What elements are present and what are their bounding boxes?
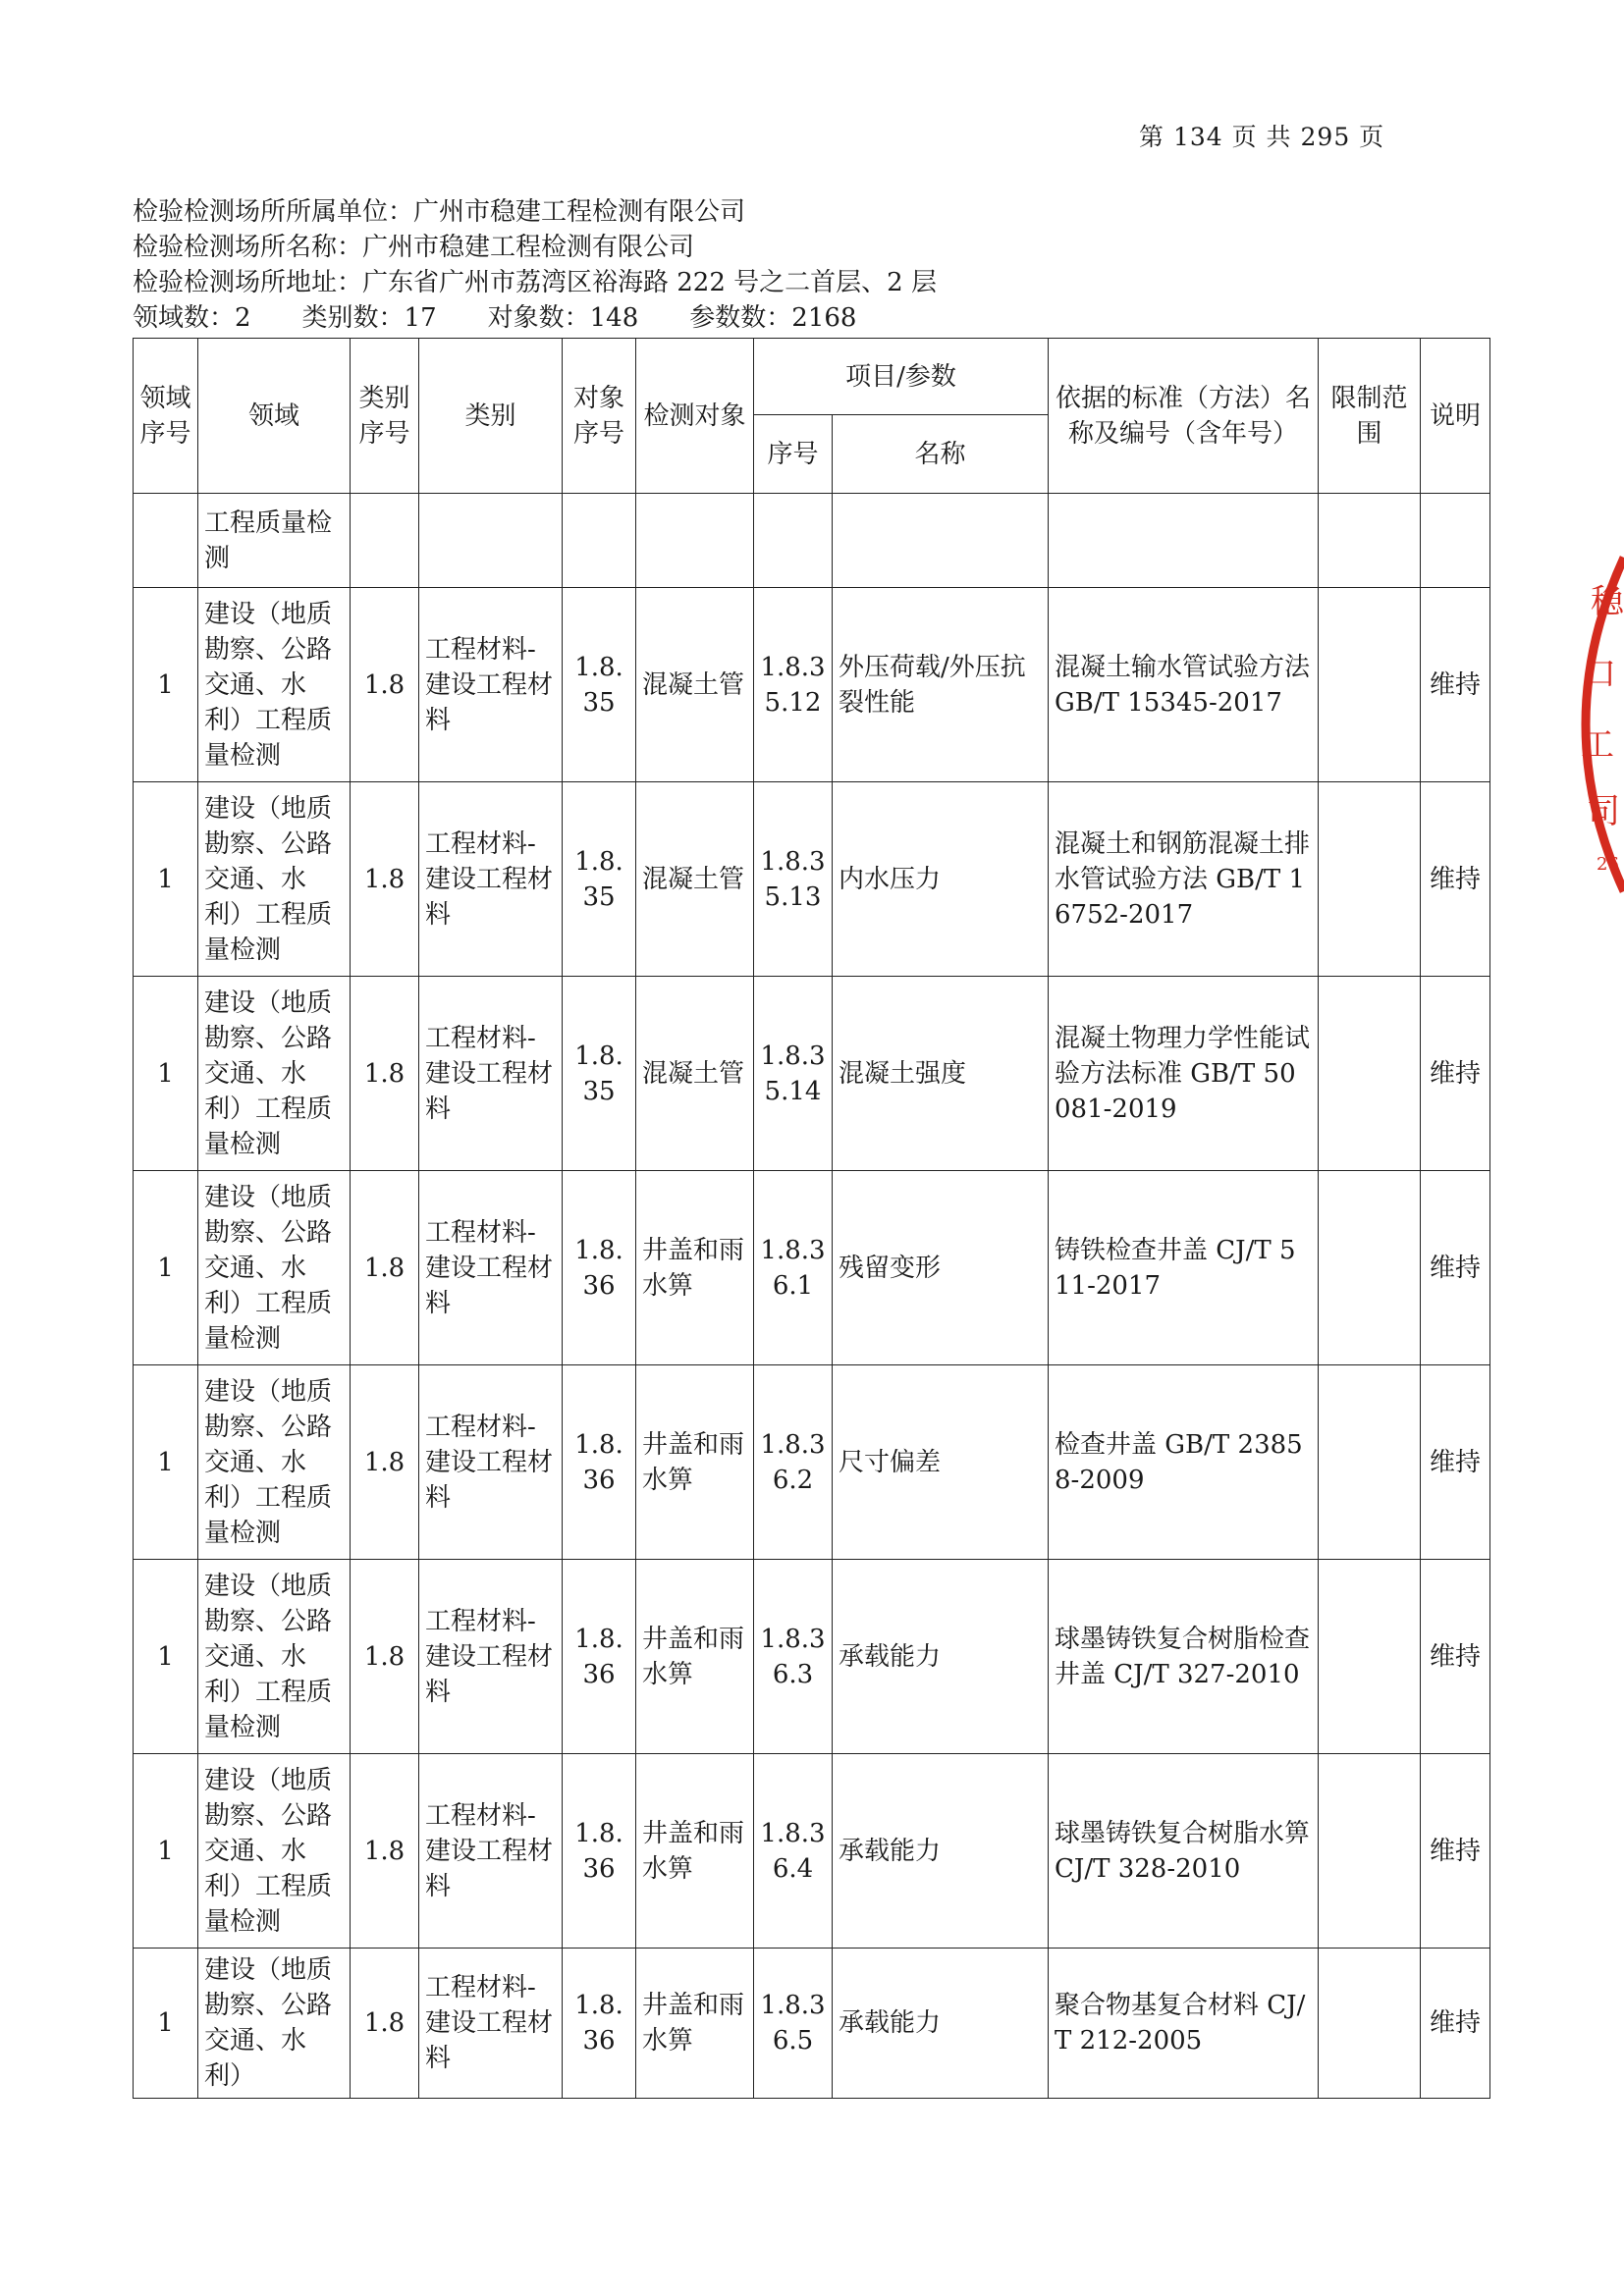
- cell-param-name: 承载能力: [833, 1754, 1049, 1949]
- table-row: [134, 494, 1490, 588]
- cell-param-name: 残留变形: [833, 1171, 1049, 1365]
- cell-object-no: 1.8.36: [563, 1754, 636, 1949]
- header-note: 说明: [1421, 339, 1490, 494]
- cell-param-name: 外压荷载/外压抗裂性能: [833, 588, 1049, 782]
- page-number: 第 134 页 共 295 页: [1139, 123, 1385, 151]
- header-object-no: 对象序号: [563, 339, 636, 494]
- cell-param-no: 1.8.36.3: [754, 1560, 833, 1754]
- cell-param-no: 1.8.35.13: [754, 782, 833, 977]
- cell-category: 工程材料-建设工程材料: [419, 1949, 563, 2099]
- cell-category-no: 1.8: [351, 1365, 419, 1560]
- cell-note: 维持: [1421, 1560, 1490, 1754]
- cell-domain-no: 1: [134, 1754, 198, 1949]
- cell-param-name: 尺寸偏差: [833, 1365, 1049, 1560]
- cell-limit: [1319, 1365, 1421, 1560]
- cell-standard: 混凝土物理力学性能试验方法标准 GB/T 50081-2019: [1049, 977, 1319, 1171]
- cell-object: 混凝土管: [636, 977, 754, 1171]
- domain-count: 领域数：2: [133, 303, 251, 333]
- cell-limit: [1319, 1171, 1421, 1365]
- cell-param-name: 承载能力: [833, 1560, 1049, 1754]
- cell-category: 工程材料-建设工程材料: [419, 1754, 563, 1949]
- cell-category-no: 1.8: [351, 588, 419, 782]
- header-standard: 依据的标准（方法）名称及编号（含年号）: [1049, 339, 1319, 494]
- cell-domain: 建设（地质勘察、公路交通、水利）: [198, 1949, 351, 2099]
- table-row: [134, 1949, 1490, 2099]
- cell-param-no: 1.8.35.14: [754, 977, 833, 1171]
- cell-category: 工程材料-建设工程材料: [419, 1365, 563, 1560]
- cell-limit: [1319, 1754, 1421, 1949]
- header-item-param: 项目/参数: [754, 339, 1049, 415]
- cell-object-no: 1.8.35: [563, 977, 636, 1171]
- affiliation-line: 检验检测场所所属单位：广州市稳建工程检测有限公司: [133, 197, 746, 227]
- cell-domain: 建设（地质勘察、公路交通、水利）工程质量检测: [198, 1560, 351, 1754]
- svg-text:口: 口: [1583, 655, 1616, 694]
- cell-limit: [1319, 1949, 1421, 2099]
- site-address-line: 检验检测场所地址：广东省广州市荔湾区裕海路 222 号之二首层、2 层: [133, 268, 937, 297]
- object-count: 对象数：148: [487, 303, 639, 333]
- company-seal-icon: [1567, 538, 1624, 911]
- cell-category-no: 1.8: [351, 782, 419, 977]
- header-info: [133, 194, 937, 336]
- table-row: [134, 977, 1490, 1171]
- cell-domain-no: 1: [134, 1949, 198, 2099]
- cell-object: 井盖和雨水箅: [636, 1560, 754, 1754]
- cell-domain: 工程质量检测: [198, 494, 351, 588]
- cell-note: 维持: [1421, 1949, 1490, 2099]
- header-domain-no: 领域序号: [134, 339, 198, 494]
- cell-domain: 建设（地质勘察、公路交通、水利）工程质量检测: [198, 1754, 351, 1949]
- cell-domain-no: 1: [134, 588, 198, 782]
- cell-category-no: 1.8: [351, 977, 419, 1171]
- cell-domain: 建设（地质勘察、公路交通、水利）工程质量检测: [198, 977, 351, 1171]
- cell-note: 维持: [1421, 782, 1490, 977]
- cell-object-no: 1.8.36: [563, 1365, 636, 1560]
- site-name-line: 检验检测场所名称：广州市稳建工程检测有限公司: [133, 233, 695, 262]
- table-row: [134, 782, 1490, 977]
- svg-text:稳: 稳: [1591, 582, 1624, 621]
- cell-domain: 建设（地质勘察、公路交通、水利）工程质量检测: [198, 588, 351, 782]
- cell-domain-no: 1: [134, 1365, 198, 1560]
- table-row: [134, 1171, 1490, 1365]
- header-limit: 限制范围: [1319, 339, 1421, 494]
- header-domain: 领域: [198, 339, 351, 494]
- cell-category-no: 1.8: [351, 1560, 419, 1754]
- svg-text:工: 工: [1581, 725, 1614, 765]
- cell-object-no: 1.8.36: [563, 1171, 636, 1365]
- cell-standard: 聚合物基复合材料 CJ/T 212-2005: [1049, 1949, 1319, 2099]
- cell-domain-no: 1: [134, 782, 198, 977]
- header-param-no: 序号: [754, 415, 833, 494]
- cell-note: 维持: [1421, 588, 1490, 782]
- table-header-row: [134, 339, 1490, 415]
- cell-note: 维持: [1421, 977, 1490, 1171]
- cell-param-no: 1.8.36.2: [754, 1365, 833, 1560]
- cell-object-no: 1.8.36: [563, 1949, 636, 2099]
- cell-param-no: 1.8.36.4: [754, 1754, 833, 1949]
- header-category-no: 类别序号: [351, 339, 419, 494]
- cell-domain: 建设（地质勘察、公路交通、水利）工程质量检测: [198, 1171, 351, 1365]
- cell-object-no: 1.8.36: [563, 1560, 636, 1754]
- cell-object: 混凝土管: [636, 782, 754, 977]
- header-object: 检测对象: [636, 339, 754, 494]
- category-count: 类别数：17: [301, 303, 437, 333]
- svg-text:司: 司: [1587, 792, 1620, 831]
- cell-object: 井盖和雨水箅: [636, 1754, 754, 1949]
- table-row: [134, 588, 1490, 782]
- cell-limit: [1319, 588, 1421, 782]
- table-row: [134, 1754, 1490, 1949]
- cell-param-no: 1.8.36.5: [754, 1949, 833, 2099]
- cell-note: 维持: [1421, 1171, 1490, 1365]
- cell-param-name: 混凝土强度: [833, 977, 1049, 1171]
- cell-limit: [1319, 782, 1421, 977]
- cell-object: 井盖和雨水箅: [636, 1365, 754, 1560]
- cell-category: 工程材料-建设工程材料: [419, 1171, 563, 1365]
- header-category: 类别: [419, 339, 563, 494]
- cell-domain-no: 1: [134, 977, 198, 1171]
- cell-domain-no: 1: [134, 1560, 198, 1754]
- cell-domain: 建设（地质勘察、公路交通、水利）工程质量检测: [198, 1365, 351, 1560]
- svg-text:26: 26: [1597, 854, 1619, 875]
- cell-domain: 建设（地质勘察、公路交通、水利）工程质量检测: [198, 782, 351, 977]
- cell-standard: 混凝土输水管试验方法 GB/T 15345-2017: [1049, 588, 1319, 782]
- cell-category: 工程材料-建设工程材料: [419, 977, 563, 1171]
- cell-object: 混凝土管: [636, 588, 754, 782]
- cell-object-no: 1.8.35: [563, 782, 636, 977]
- cell-standard: 球墨铸铁复合树脂检查井盖 CJ/T 327-2010: [1049, 1560, 1319, 1754]
- cell-domain-no: 1: [134, 1171, 198, 1365]
- cell-object: 井盖和雨水箅: [636, 1949, 754, 2099]
- cell-category: 工程材料-建设工程材料: [419, 588, 563, 782]
- cell-param-name: 内水压力: [833, 782, 1049, 977]
- cell-object-no: 1.8.35: [563, 588, 636, 782]
- cell-standard: 铸铁检查井盖 CJ/T 511-2017: [1049, 1171, 1319, 1365]
- cell-standard: 球墨铸铁复合树脂水箅 CJ/T 328-2010: [1049, 1754, 1319, 1949]
- cell-limit: [1319, 1560, 1421, 1754]
- cell-note: 维持: [1421, 1754, 1490, 1949]
- cell-note: 维持: [1421, 1365, 1490, 1560]
- scope-table: [133, 338, 1490, 2099]
- cell-category: 工程材料-建设工程材料: [419, 782, 563, 977]
- cell-standard: 检查井盖 GB/T 23858-2009: [1049, 1365, 1319, 1560]
- cell-param-name: 承载能力: [833, 1949, 1049, 2099]
- cell-param-no: 1.8.35.12: [754, 588, 833, 782]
- table-row: [134, 1365, 1490, 1560]
- cell-standard: 混凝土和钢筋混凝土排水管试验方法 GB/T 16752-2017: [1049, 782, 1319, 977]
- cell-category: 工程材料-建设工程材料: [419, 1560, 563, 1754]
- cell-param-no: 1.8.36.1: [754, 1171, 833, 1365]
- param-count: 参数数：2168: [689, 303, 857, 333]
- header-param-name: 名称: [833, 415, 1049, 494]
- cell-object: 井盖和雨水箅: [636, 1171, 754, 1365]
- cell-category-no: 1.8: [351, 1949, 419, 2099]
- cell-category-no: 1.8: [351, 1754, 419, 1949]
- counts-line: [133, 300, 937, 336]
- cell-limit: [1319, 977, 1421, 1171]
- table-row: [134, 1560, 1490, 1754]
- cell-category-no: 1.8: [351, 1171, 419, 1365]
